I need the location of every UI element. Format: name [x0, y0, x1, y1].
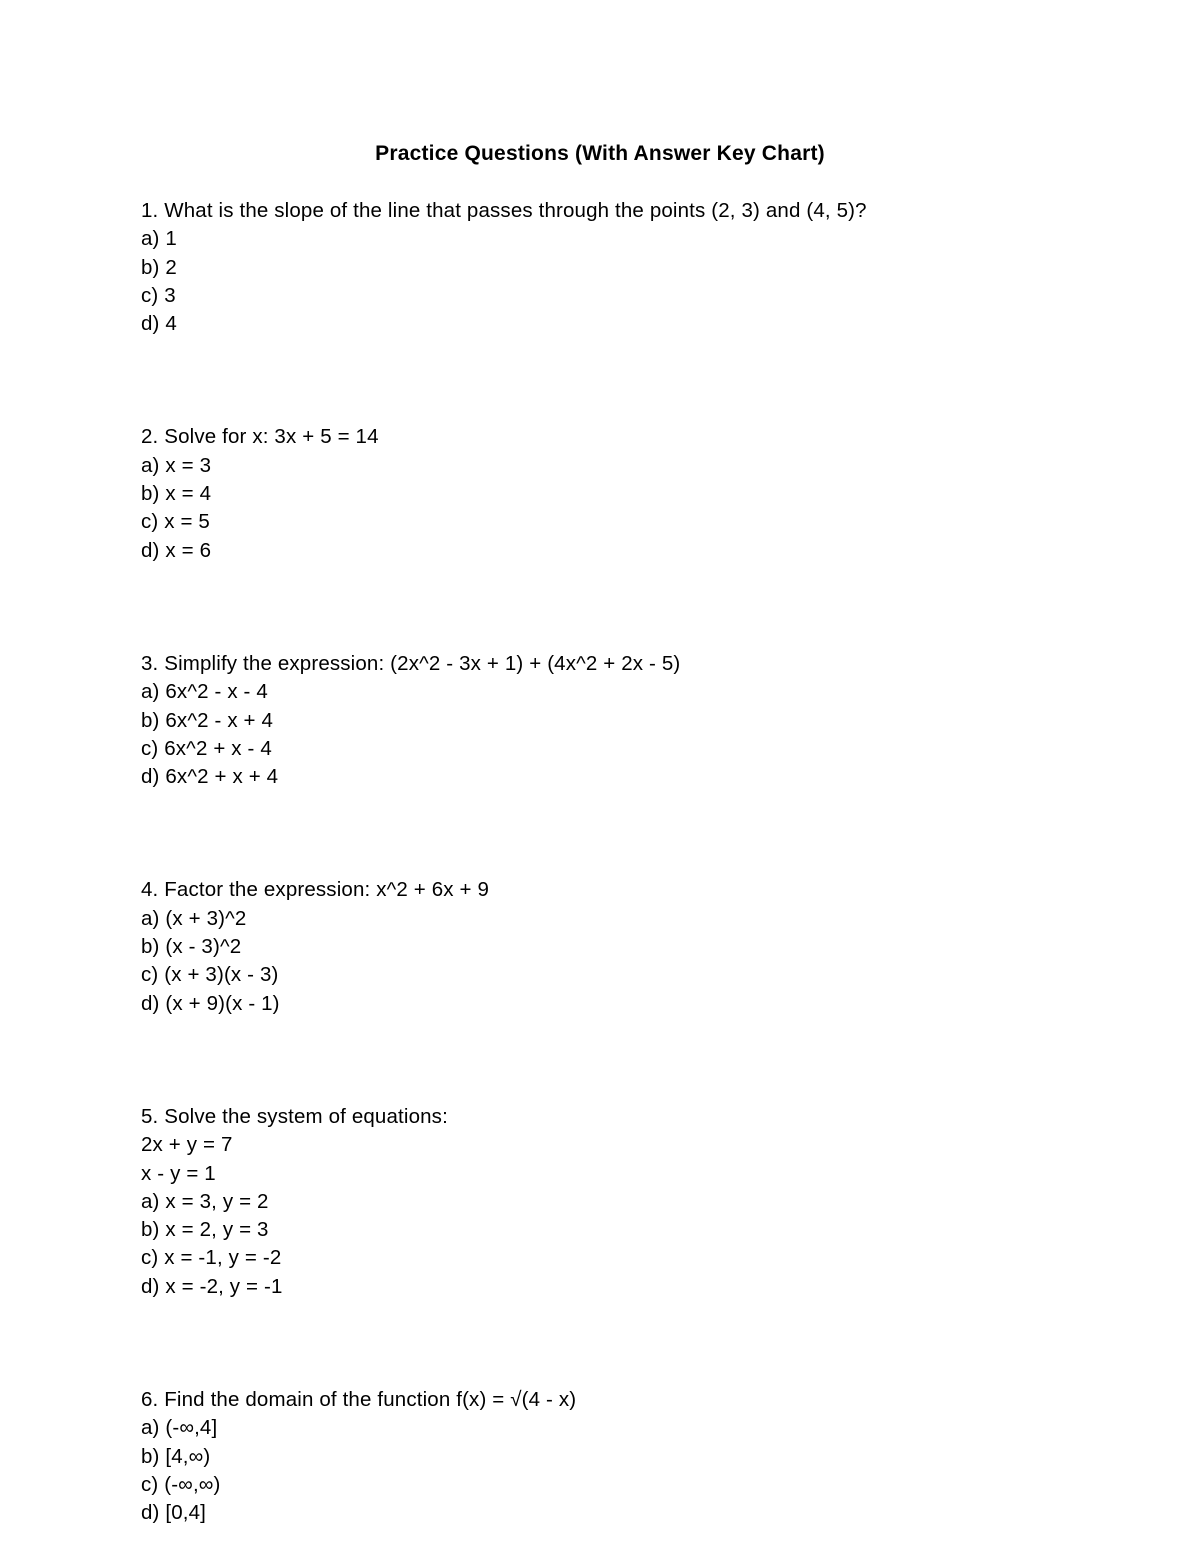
answer-option-b: b) 2 — [141, 255, 177, 279]
answer-option-a: a) (-∞,4] — [141, 1416, 218, 1440]
answer-option-d: d) [0,4] — [141, 1501, 207, 1525]
answer-option-b: b) (x - 3)^2 — [141, 935, 242, 959]
question-spacer — [141, 1301, 1121, 1386]
answer-option-c: c) 3 — [141, 283, 176, 307]
answer-option-a: a) 6x^2 - x - 4 — [141, 680, 268, 704]
answer-option-d: d) x = -2, y = -1 — [141, 1274, 283, 1298]
answer-option-c: c) (-∞,∞) — [141, 1472, 221, 1496]
answer-option-b: b) [4,∞) — [141, 1444, 211, 1468]
question-prompt: 5. Solve the system of equations: — [141, 1104, 448, 1128]
question-5 — [141, 1103, 1121, 1301]
question-spacer — [141, 791, 1121, 876]
question-4 — [141, 876, 1121, 1017]
question-6 — [141, 1386, 1121, 1527]
answer-option-b: b) x = 4 — [141, 482, 212, 506]
answer-option-b: b) x = 2, y = 3 — [141, 1218, 269, 1242]
answer-option-a: a) x = 3 — [141, 453, 212, 477]
answer-option-a: a) (x + 3)^2 — [141, 906, 247, 930]
question-list — [141, 197, 1121, 1528]
answer-option-c: c) x = 5 — [141, 510, 210, 534]
answer-option-c: c) x = -1, y = -2 — [141, 1246, 282, 1270]
question-prompt: 6. Find the domain of the function f(x) = √(4 - x) — [141, 1388, 577, 1412]
answer-option-d: d) (x + 9)(x - 1) — [141, 991, 280, 1015]
question-prompt: 1. What is the slope of the line that passes through the points (2, 3) and (4, 5)? — [141, 199, 867, 222]
answer-option-a: a) x = 3, y = 2 — [141, 1189, 269, 1213]
answer-option-b: b) 6x^2 - x + 4 — [141, 708, 274, 732]
question-1 — [141, 197, 1121, 338]
answer-option-d: d) 4 — [141, 312, 177, 336]
answer-option-c: c) (x + 3)(x - 3) — [141, 963, 279, 987]
equation-line: 2x + y = 7 — [141, 1133, 233, 1157]
answer-option-a: a) 1 — [141, 227, 177, 251]
question-3 — [141, 650, 1121, 791]
question-spacer — [141, 338, 1121, 423]
question-prompt: 3. Simplify the expression: (2x^2 - 3x + 1) + (4x^2 + 2x - 5) — [141, 651, 681, 675]
question-prompt: 2. Solve for x: 3x + 5 = 14 — [141, 425, 379, 449]
answer-option-d: d) x = 6 — [141, 538, 212, 562]
question-spacer — [141, 565, 1121, 650]
page-title: Practice Questions (With Answer Key Chart) — [375, 142, 825, 165]
answer-option-c: c) 6x^2 + x - 4 — [141, 736, 272, 760]
answer-option-d: d) 6x^2 + x + 4 — [141, 765, 279, 789]
question-spacer — [141, 1018, 1121, 1103]
question-2 — [141, 423, 1121, 564]
equation-line: x - y = 1 — [141, 1161, 216, 1185]
question-prompt: 4. Factor the expression: x^2 + 6x + 9 — [141, 878, 490, 902]
